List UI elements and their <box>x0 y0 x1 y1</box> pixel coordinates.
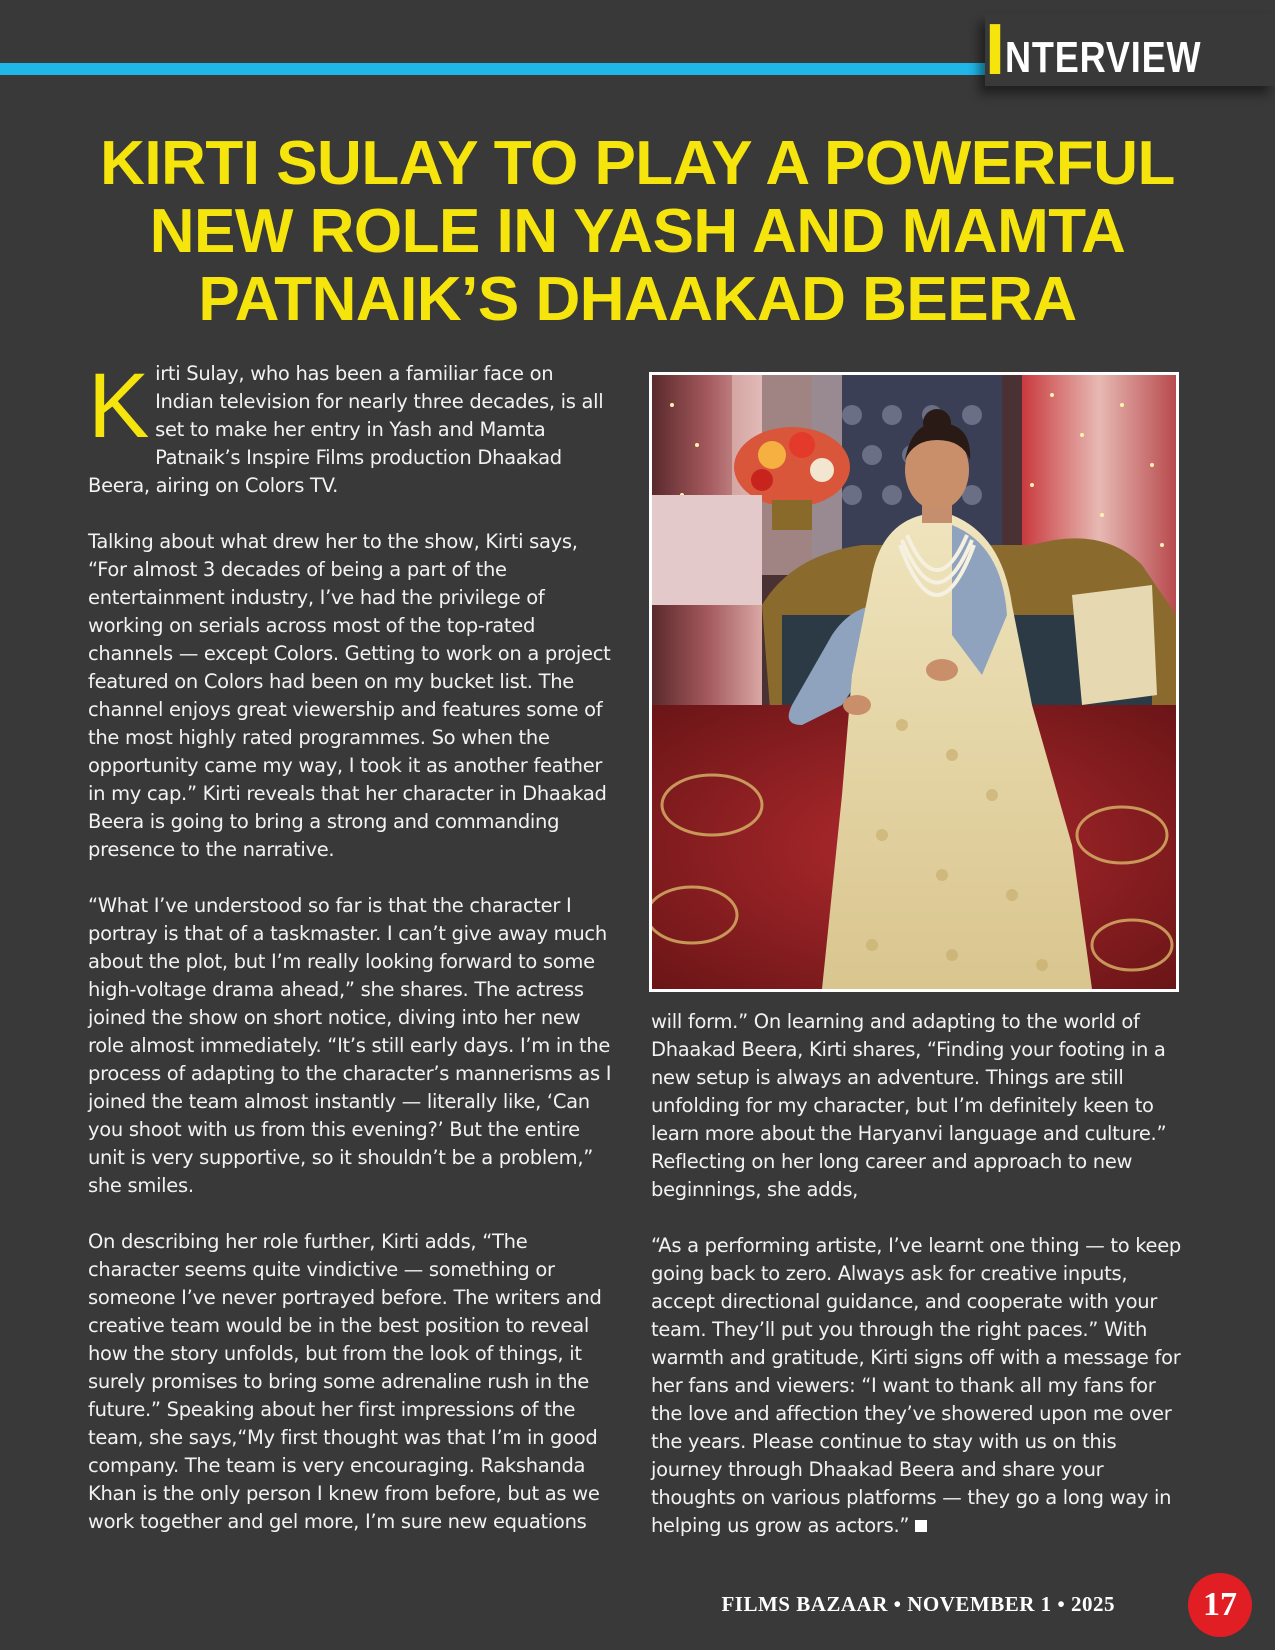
paragraph: On describing her role further, Kirti adds, “The character seems quite vindictive — something or someone I’ve never portrayed before. The writers and creative team would be in the best position to reveal how the story unfolds, but from the look of things, it surely promises to bring some adrenaline rush in the future.” Speaking about her first impressions of the team, she says,“My first thought was that I’m in good company. The team is very encouraging. Rakshanda Khan is the only person I knew from before, but as we work together and gel more, I’m sure new equations <box>88 1230 602 1533</box>
article-column-right <box>651 1008 1191 1568</box>
headline: KIRTI SULAY TO PLAY A POWERFUL NEW ROLE IN YASH AND MAMTA PATNAIK’S DHAAKAD BEERA <box>100 129 1175 334</box>
section-label: INTERVIEW <box>985 10 1202 90</box>
article-photo <box>649 372 1179 992</box>
paragraph: Talking about what drew her to the show, Kirti says, “For almost 3 decades of being a part of the entertainment industry, I’ve had the privilege of working on serials across most of the top-rated channels — except Colors. Getting to work on a project featured on Colors had been on my bucket list. The channel enjoys great viewership and features some of the most highly rated programmes. So when the opportunity came my way, I took it as another feather in my cap.” Kirti reveals that her character in Dhaakad Beera is going to bring a strong and commanding presence to the narrative. <box>88 530 611 861</box>
article-column-left <box>88 355 613 1564</box>
drop-cap: K <box>88 355 150 457</box>
paragraph: “What I’ve understood so far is that the character I portray is that of a taskmaster. I can’t give away much about the plot, but I’m really looking forward to some high-voltage drama ahead,” she shares. The actress joined the show on short notice, diving into her new role almost immediately. “It’s still early days. I’m in the process of adapting to the character’s mannerisms as I joined the team almost instantly — literally like, ‘Can you shoot with us from this evening?’ But the entire unit is very supportive, so it shouldn’t be a problem,” she smiles. <box>88 894 612 1197</box>
paragraph-closing: “As a performing artiste, I’ve learnt one thing — to keep going back to zero. Always ask for creative inputs, accept directional guidance, and cooperate with your team. They’ll put you through the right paces.” With warmth and gratitude, Kirti signs off with a message for her fans and viewers: “I want to thank all my fans for the love and affection they’ve showered upon me over the years. Please continue to stay with us on this journey through Dhaakad Beera and share your thoughts on various platforms — they go a long way in helping us grow as actors.” <box>651 1234 1181 1537</box>
page-number-badge: 17 <box>1188 1573 1252 1637</box>
section-tag <box>985 10 1275 90</box>
paragraph: will form.” On learning and adapting to the world of Dhaakad Beera, Kirti shares, “Finding your footing in a new setup is always an adventure. Things are still unfolding for my character, but I’m definitely keen to learn more about the Haryanvi language and culture.” Reflecting on her long career and approach to new beginnings, she adds, <box>651 1010 1167 1201</box>
end-mark-icon <box>915 1520 927 1532</box>
paragraph-intro: Kirti Sulay, who has been a familiar face on Indian television for nearly three decades, is all set to make her entry in Yash and Mamta Patnaik’s Inspire Films production Dhaakad Beera, airing on Colors TV. <box>88 355 604 497</box>
footer-credit: FILMS BAZAAR • NOVEMBER 1 • 2025 <box>721 1592 1115 1616</box>
